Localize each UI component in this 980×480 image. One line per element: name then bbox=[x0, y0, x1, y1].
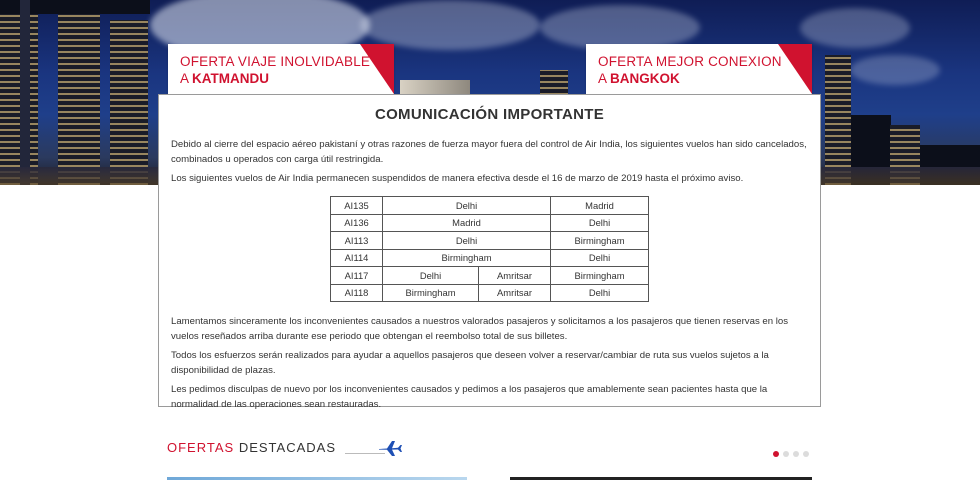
featured-word-highlighted: DESTACADAS bbox=[238, 440, 336, 455]
flight-number: AI135 bbox=[331, 197, 383, 215]
flight-number: AI136 bbox=[331, 214, 383, 232]
carousel-dot[interactable] bbox=[793, 451, 799, 457]
carousel-dot[interactable] bbox=[773, 451, 779, 457]
banner-line1: OFERTA MEJOR CONEXION bbox=[598, 54, 782, 69]
banner-line2: A BANGKOK bbox=[598, 71, 680, 86]
flight-origin: Delhi bbox=[383, 232, 551, 250]
flight-origin: Birmingham bbox=[383, 249, 551, 267]
flight-destination: Delhi bbox=[551, 249, 649, 267]
banner-destination: BANGKOK bbox=[610, 71, 680, 86]
flight-number: AI117 bbox=[331, 267, 383, 285]
offer-banner-kathmandu[interactable] bbox=[168, 44, 394, 94]
notice-closing-paragraph: Lamentamos sinceramente los inconvenientes causados a nuestros valorados pasajeros y solicitamos a los pasajeros que tienen reservas en los vuelos reseñados arriba durante ese periodo que obtengan el reembolso total de sus billetes. bbox=[171, 316, 789, 342]
featured-offers-heading bbox=[167, 440, 336, 455]
flight-destination: Birmingham bbox=[551, 267, 649, 285]
flight-destination: Delhi bbox=[551, 214, 649, 232]
flight-origin: Birmingham bbox=[383, 284, 479, 302]
notice-intro-paragraph: Los siguientes vuelos de Air India permanecen suspendidos de manera efectiva desde el 16 de marzo de 2019 hasta el próximo aviso. bbox=[171, 173, 744, 184]
notice-title: COMUNICACIÓN IMPORTANTE bbox=[374, 106, 605, 123]
table-row bbox=[331, 197, 649, 215]
carousel-dot[interactable] bbox=[803, 451, 809, 457]
flight-number: AI118 bbox=[331, 284, 383, 302]
featured-word-offers: OFERTAS bbox=[167, 440, 235, 455]
important-notice-box bbox=[158, 94, 821, 410]
banner-line2: A KATMANDU bbox=[180, 71, 270, 86]
table-row bbox=[331, 267, 649, 285]
notice-intro-paragraph: Debido al cierre del espacio aéreo pakistaní y otras razones de fuerza mayor fuera del control de Air India, los siguientes vuelos han sido cancelados, combinados u operados con carga útil restringida. bbox=[171, 139, 807, 165]
banner-corner-accent bbox=[360, 44, 394, 94]
banner-corner-accent bbox=[778, 44, 812, 94]
notice-closing-paragraph: Les pedimos disculpas de nuevo por los inconvenientes causados y pedimos a los pasajeros que amablemente sean pacientes hasta que la normalidad de las operaciones sean restauradas. bbox=[171, 384, 768, 410]
flight-destination: Madrid bbox=[551, 197, 649, 215]
flight-via: Amritsar bbox=[479, 284, 551, 302]
flight-destination: Delhi bbox=[551, 284, 649, 302]
notice-closing-paragraph: Todos los esfuerzos serán realizados para ayudar a aquellos pasajeros que deseen volver a reservar/cambiar de ruta sus vuelos sujetos a la disponibilidad de plazas. bbox=[171, 350, 769, 376]
table-row bbox=[331, 284, 649, 302]
flight-origin: Madrid bbox=[383, 214, 551, 232]
flight-number: AI113 bbox=[331, 232, 383, 250]
offer-banner-bangkok[interactable] bbox=[586, 44, 812, 94]
banner-destination: KATMANDU bbox=[192, 71, 270, 86]
flight-via: Amritsar bbox=[479, 267, 551, 285]
table-row bbox=[331, 214, 649, 232]
flight-origin: Delhi bbox=[383, 267, 479, 285]
table-row bbox=[331, 249, 649, 267]
table-row bbox=[331, 232, 649, 250]
banner-line1: OFERTA VIAJE INOLVIDABLE bbox=[180, 54, 371, 69]
carousel-dots bbox=[773, 451, 809, 457]
flight-destination: Birmingham bbox=[551, 232, 649, 250]
flight-number: AI114 bbox=[331, 249, 383, 267]
carousel-dot[interactable] bbox=[783, 451, 789, 457]
airplane-icon bbox=[378, 439, 402, 457]
suspended-flights-table bbox=[330, 196, 649, 302]
flight-origin: Delhi bbox=[383, 197, 551, 215]
